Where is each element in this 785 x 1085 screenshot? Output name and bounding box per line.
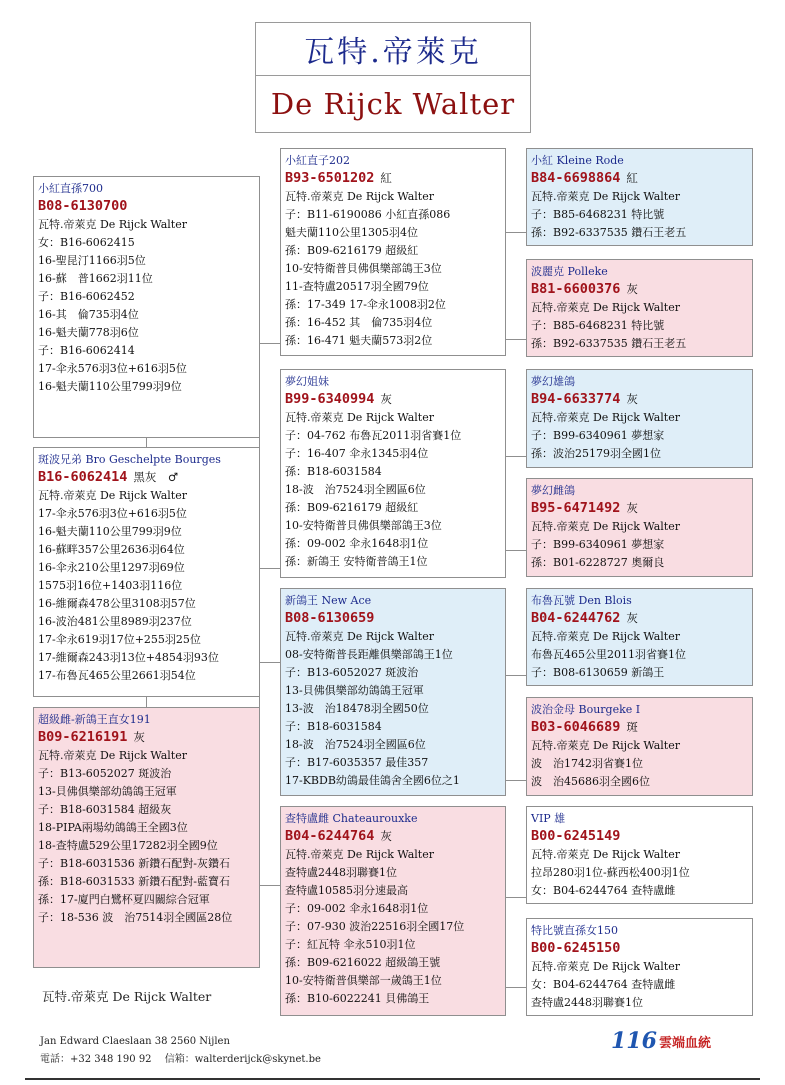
- pigeon-name: 夢幻姐妹: [285, 375, 329, 388]
- info-line: 子：B16-6062414: [38, 344, 135, 357]
- info-line: 查特盧10585羽分速最高: [285, 884, 408, 897]
- info-line: 孫：B09-6216022 超級鴿王號: [285, 956, 441, 969]
- ring-number: B84-6698864 紅: [531, 170, 638, 186]
- ring-number: B03-6046689 斑: [531, 719, 638, 735]
- address-line: Jan Edward Claeslaan 38 2560 Nijlen: [40, 1036, 230, 1047]
- pedigree-box-ggp-3: [526, 369, 753, 468]
- info-line: 瓦特.帝萊克 De Rijck Walter: [531, 520, 680, 533]
- info-line: 08-安特衛普長距離俱樂部鴿王1位: [285, 648, 453, 661]
- info-line: 孫：B18-6031584: [285, 465, 382, 478]
- info-line: 子：18-536 波 治7514羽全國區28位: [38, 911, 233, 924]
- info-line: 波 治1742羽省賽1位: [531, 757, 643, 770]
- info-line: 子：B99-6340961 夢想家: [531, 538, 665, 551]
- info-line: 瓦特.帝萊克 De Rijck Walter: [285, 848, 434, 861]
- info-line: 瓦特.帝萊克 De Rijck Walter: [531, 960, 680, 973]
- ring-number: B08-6130700: [38, 198, 128, 214]
- info-line: 查特盧2448羽聯賽1位: [531, 996, 643, 1009]
- ring-number: B93-6501202 紅: [285, 170, 392, 186]
- info-line: 17-伞永576羽3位+616羽5位: [38, 362, 187, 375]
- info-line: 孫：B18-6031533 新鑽石配對-藍寶石: [38, 875, 230, 888]
- pigeon-name: 查特盧雌 Chateaurouxke: [285, 812, 418, 825]
- pigeon-name: 小紅直孫700: [38, 182, 103, 195]
- pigeon-name: VIP 雄: [531, 812, 566, 825]
- info-line: 16-蘇畔357公里2636羽64位: [38, 543, 185, 556]
- info-line: 10-安特衛普貝佛俱樂部鴿王3位: [285, 262, 442, 275]
- pigeon-color: 灰: [626, 501, 638, 515]
- info-line: 16-魁夫蘭778羽6位: [38, 326, 139, 339]
- info-line: 孫：B10-6022241 貝佛鴿王: [285, 992, 430, 1005]
- pedigree-box-ggp-6: [526, 697, 753, 796]
- pigeon-name: 斑波兄弟 Bro Geschelpte Bourges: [38, 453, 221, 466]
- connector-line: [146, 437, 147, 447]
- info-line: 瓦特.帝萊克 De Rijck Walter: [531, 411, 680, 424]
- ring-number: B95-6471492 灰: [531, 500, 638, 516]
- pigeon-name: 小紅 Kleine Rode: [531, 154, 624, 167]
- info-line: 子：B13-6052027 斑波治: [285, 666, 419, 679]
- info-line: 18-波 治7524羽全國區6位: [285, 483, 426, 496]
- pigeon-color: 灰: [380, 392, 392, 406]
- info-line: 孫：新鴿王 安特衛普鴿王1位: [285, 555, 428, 568]
- info-line: 孫：09-002 伞永1648羽1位: [285, 537, 429, 550]
- info-line: 孫：B92-6337535 鑽石王老五: [531, 337, 687, 350]
- pigeon-name: 波麗克 Polleke: [531, 265, 608, 278]
- pigeon-name: 新鴿王 New Ace: [285, 594, 372, 607]
- connector-line: [505, 675, 526, 676]
- pedigree-box-dam-sire: [280, 588, 506, 796]
- info-line: 16-魁夫蘭110公里799羽9位: [38, 380, 182, 393]
- info-line: 16-其 倫735羽4位: [38, 308, 139, 321]
- ring-number: B00-6245149: [531, 828, 621, 844]
- connector-line: [259, 568, 280, 569]
- connector-line: [259, 885, 280, 886]
- pigeon-color: 灰: [133, 730, 145, 744]
- contact-info: [40, 1033, 321, 1069]
- info-line: 17-布魯瓦465公里2661羽54位: [38, 669, 196, 682]
- pedigree-box-ggp-2: [526, 259, 753, 357]
- pigeon-color: 斑: [626, 720, 638, 734]
- info-line: 子：B85-6468231 特比號: [531, 319, 665, 332]
- title-chinese: 瓦特.帝萊克: [256, 23, 530, 76]
- info-line: 孫：16-471 魁夫蘭573羽2位: [285, 334, 433, 347]
- info-line: 瓦特.帝萊克 De Rijck Walter: [38, 489, 187, 502]
- pigeon-color: 紅: [380, 171, 392, 185]
- info-line: 13-波 治18478羽全國50位: [285, 702, 429, 715]
- pigeon-name: 夢幻雄鴿: [531, 375, 575, 388]
- pigeon-color: 灰: [626, 392, 638, 406]
- info-line: 子：B11-6190086 小紅直孫086: [285, 208, 451, 221]
- connector-line: [146, 696, 147, 707]
- info-line: 11-查特盧20517羽全國79位: [285, 280, 429, 293]
- pedigree-box-sire-dam: [280, 369, 506, 578]
- connector-line: [505, 780, 526, 781]
- info-line: 子：B13-6052027 斑波治: [38, 767, 172, 780]
- pedigree-box-ggp-4: [526, 478, 753, 577]
- info-line: 孫：17-349 17-伞永1008羽2位: [285, 298, 446, 311]
- info-line: 16-維爾森478公里3108羽57位: [38, 597, 196, 610]
- pigeon-name: 夢幻雌鴿: [531, 484, 575, 497]
- pigeon-color: 灰: [626, 611, 638, 625]
- pigeon-name: 超級雌-新鴿王直女191: [38, 713, 151, 726]
- ring-number: B09-6216191 灰: [38, 729, 145, 745]
- info-line: 16-波治481公里8989羽237位: [38, 615, 192, 628]
- info-line: 瓦特.帝萊克 De Rijck Walter: [38, 749, 187, 762]
- info-line: 瓦特.帝萊克 De Rijck Walter: [531, 848, 680, 861]
- info-line: 16-伞永210公里1297羽69位: [38, 561, 185, 574]
- info-line: 孫：B01-6228727 奧爾良: [531, 556, 665, 569]
- info-line: 18-PIPA兩場幼鴿鴿王全國3位: [38, 821, 188, 834]
- ring-number: B16-6062414 黑灰 ♂: [38, 469, 179, 485]
- pigeon-color: 灰: [380, 829, 392, 843]
- logo-text: 雲端血統: [658, 1036, 711, 1051]
- info-line: 瓦特.帝萊克 De Rijck Walter: [531, 739, 680, 752]
- logo-number: 116: [611, 1028, 657, 1054]
- pedigree-box-ggp-7: [526, 806, 753, 904]
- info-line: 子：B99-6340961 夢想家: [531, 429, 665, 442]
- connector-line: [505, 232, 526, 233]
- pedigree-box-sire-sire: [280, 148, 506, 356]
- info-line: 查特盧2448羽聯賽1位: [285, 866, 397, 879]
- info-line: 瓦特.帝萊克 De Rijck Walter: [531, 630, 680, 643]
- connector-line: [505, 987, 526, 988]
- info-line: 18-波 治7524羽全國區6位: [285, 738, 426, 751]
- info-line: 瓦特.帝萊克 De Rijck Walter: [285, 411, 434, 424]
- info-line: 16-蘇 普1662羽11位: [38, 272, 153, 285]
- info-line: 布魯瓦465公里2011羽省賽1位: [531, 648, 686, 661]
- info-line: 子：B18-6031584 超級灰: [38, 803, 172, 816]
- info-line: 孫：波治25179羽全國1位: [531, 447, 661, 460]
- info-line: 10-安特衛普俱樂部一歲鴿王1位: [285, 974, 442, 987]
- info-line: 瓦特.帝萊克 De Rijck Walter: [285, 190, 434, 203]
- info-line: 17-伞永619羽17位+255羽25位: [38, 633, 201, 646]
- ring-number: B94-6633774 灰: [531, 391, 638, 407]
- ring-number: B81-6600376 灰: [531, 281, 638, 297]
- info-line: 魁夫蘭110公里1305羽4位: [285, 226, 418, 239]
- info-line: 女：B04-6244764 查特盧雌: [531, 978, 676, 991]
- brand-logo: [611, 1030, 711, 1052]
- pedigree-box-subject: [33, 176, 260, 438]
- pigeon-name: 小紅直子202: [285, 154, 350, 167]
- pigeon-name: 特比號直孫女150: [531, 924, 618, 937]
- info-line: 子：B18-6031536 新鑽石配對-灰鑽石: [38, 857, 230, 870]
- info-line: 子：B16-6062452: [38, 290, 135, 303]
- pedigree-box-ggp-8: [526, 918, 753, 1016]
- ring-number: B00-6245150: [531, 940, 621, 956]
- info-line: 瓦特.帝萊克 De Rijck Walter: [285, 630, 434, 643]
- info-line: 子：16-407 伞永1345羽4位: [285, 447, 429, 460]
- connector-line: [259, 343, 280, 344]
- info-line: 16-魁夫蘭110公里799羽9位: [38, 525, 182, 538]
- ring-number: B04-6244764 灰: [285, 828, 392, 844]
- info-line: 子：B08-6130659 新鴿王: [531, 666, 665, 679]
- info-line: 孫：B92-6337535 鑽石王老五: [531, 226, 687, 239]
- pigeon-color: 灰: [626, 282, 638, 296]
- owner-name: 瓦特.帝萊克 De Rijck Walter: [42, 989, 212, 1004]
- pedigree-box-ggp-5: [526, 588, 753, 686]
- ring-number: B04-6244762 灰: [531, 610, 638, 626]
- pedigree-box-sire: [33, 447, 260, 697]
- info-line: 波 治45686羽全國6位: [531, 775, 650, 788]
- info-line: 17-伞永576羽3位+616羽5位: [38, 507, 187, 520]
- pedigree-box-dam-dam: [280, 806, 506, 1016]
- info-line: 10-安特衛普貝佛俱樂部鴿王3位: [285, 519, 442, 532]
- pedigree-title: [255, 22, 531, 133]
- info-line: 18-查特盧529公里17282羽全國9位: [38, 839, 218, 852]
- info-line: 子：09-002 伞永1648羽1位: [285, 902, 429, 915]
- info-line: 瓦特.帝萊克 De Rijck Walter: [38, 218, 187, 231]
- info-line: 1575羽16位+1403羽116位: [38, 579, 183, 592]
- connector-line: [505, 897, 526, 898]
- info-line: 17-KBDB幼鴿最佳鴿舍全國6位之1: [285, 774, 460, 787]
- info-line: 拉昂280羽1位-蘇西松400羽1位: [531, 866, 690, 879]
- info-line: 女：B16-6062415: [38, 236, 135, 249]
- connector-line: [505, 550, 526, 551]
- pedigree-box-ggp-1: [526, 148, 753, 246]
- info-line: 瓦特.帝萊克 De Rijck Walter: [531, 190, 680, 203]
- info-line: 女：B04-6244764 查特盧雌: [531, 884, 676, 897]
- info-line: 13-貝佛俱樂部幼鴿鴿王冠軍: [285, 684, 424, 697]
- info-line: 孫：16-452 其 倫735羽4位: [285, 316, 433, 329]
- pigeon-color: 紅: [626, 171, 638, 185]
- ring-number: B08-6130659: [285, 610, 375, 626]
- pigeon-name: 布魯瓦號 Den Blois: [531, 594, 632, 607]
- title-english: De Rijck Walter: [270, 87, 516, 121]
- info-line: 孫：B09-6216179 超級紅: [285, 501, 419, 514]
- info-line: 子：07-930 波治22516羽全國17位: [285, 920, 465, 933]
- connector-line: [259, 662, 280, 663]
- info-line: 孫：B09-6216179 超級紅: [285, 244, 419, 257]
- info-line: 子：B18-6031584: [285, 720, 382, 733]
- pigeon-color: 黑灰 ♂: [133, 470, 179, 484]
- info-line: 16-聖昆汀1166羽5位: [38, 254, 146, 267]
- info-line: 子：紅瓦特 伞永510羽1位: [285, 938, 416, 951]
- pedigree-box-dam: [33, 707, 260, 968]
- ring-number: B99-6340994 灰: [285, 391, 392, 407]
- info-line: 子：B85-6468231 特比號: [531, 208, 665, 221]
- info-line: 17-維爾森243羽13位+4854羽93位: [38, 651, 219, 664]
- info-line: 孫：17-廈門白鷺杯夏四關綜合冠軍: [38, 893, 210, 906]
- connector-line: [505, 456, 526, 457]
- connector-line: [505, 339, 526, 340]
- pigeon-name: 波治金母 Bourgeke I: [531, 703, 641, 716]
- info-line: 瓦特.帝萊克 De Rijck Walter: [531, 301, 680, 314]
- footer-divider: [25, 1078, 760, 1080]
- info-line: 子：04-762 布魯瓦2011羽省賽1位: [285, 429, 462, 442]
- info-line: 子：B17-6035357 最佳357: [285, 756, 429, 769]
- info-line: 13-貝佛俱樂部幼鴿鴿王冠軍: [38, 785, 177, 798]
- contact-line: 電話：+32 348 190 92 信箱：walterderijck@skynet.be: [40, 1054, 321, 1065]
